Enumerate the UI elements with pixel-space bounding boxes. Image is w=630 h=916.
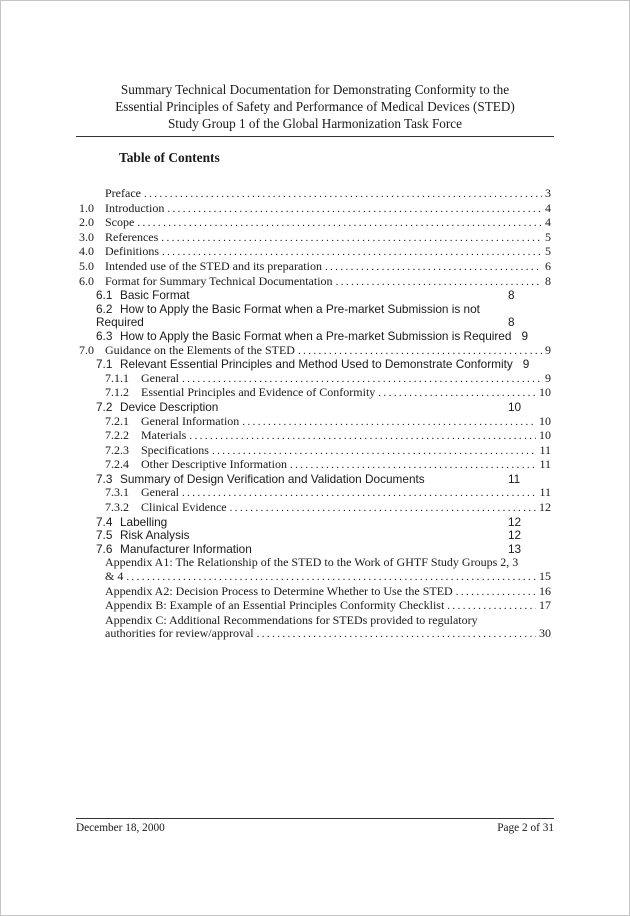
toc-entry	[79, 275, 551, 290]
toc-entry-title-continuation: & 4	[105, 569, 124, 584]
dot-leader	[456, 585, 536, 600]
toc-entry-page-number: 8	[508, 315, 515, 330]
toc-entry	[79, 231, 551, 246]
toc-entry	[79, 344, 551, 359]
toc-entry-number: 7.1	[96, 357, 113, 372]
toc-entry-number: 6.0	[79, 273, 94, 288]
toc-entry-title: General	[141, 485, 179, 500]
toc-entry-number: 7.1.1	[105, 370, 129, 385]
toc-entry-page-number: 15	[539, 569, 551, 584]
dot-leader	[144, 187, 542, 202]
dot-leader	[378, 386, 536, 401]
toc-entry-number: 7.2.2	[105, 428, 129, 443]
toc-entry-page-number: 10	[539, 428, 551, 443]
toc-entry-page-number: 17	[539, 598, 551, 613]
toc-entry-page-number: 8	[545, 273, 551, 288]
toc-entry	[79, 372, 551, 387]
toc-entry-page-number: 9	[522, 357, 530, 372]
toc-entry-page-number: 9	[545, 342, 551, 357]
toc-entry	[79, 358, 551, 372]
toc-entry	[79, 330, 551, 344]
dot-leader	[298, 344, 542, 359]
toc-entry	[79, 260, 551, 275]
toc-entry-page-number: 9	[545, 370, 551, 385]
dot-leader	[447, 599, 536, 614]
toc-entry-title: Manufacturer Information	[120, 541, 252, 556]
toc-list	[79, 187, 551, 642]
footer-page-label: Page 2 of 31	[497, 822, 554, 834]
toc-entry-title: Essential Principles and Evidence of Conformity	[141, 385, 376, 400]
dot-leader	[242, 415, 536, 430]
toc-entry-title: Scope	[105, 215, 135, 230]
dot-leader	[189, 429, 536, 444]
dot-leader	[182, 486, 536, 501]
toc-entry-page-number: 11	[539, 485, 551, 500]
dot-leader	[167, 202, 542, 217]
dot-leader	[162, 245, 542, 260]
toc-entry-title: Definitions	[105, 244, 159, 259]
toc-entry-page-number: 9	[521, 328, 528, 343]
toc-entry-page-number: 6	[545, 258, 551, 273]
toc-heading: Table of Contents	[119, 150, 220, 165]
toc-entry-number: 7.0	[79, 342, 94, 357]
toc-entry	[79, 289, 551, 303]
toc-entry	[79, 585, 551, 600]
toc-entry-number: 5.0	[79, 258, 94, 273]
toc-entry-number: 7.3.2	[105, 500, 129, 515]
toc-entry-page-number: 5	[545, 229, 551, 244]
dot-leader	[126, 570, 536, 585]
dot-leader	[161, 231, 542, 246]
toc-entry-number: 3.0	[79, 229, 94, 244]
toc-entry-page-number: 10	[539, 413, 551, 428]
toc-entry-page-number: 3	[545, 186, 551, 200]
toc-entry-title: References	[105, 229, 159, 244]
toc-entry-number: 4.0	[79, 244, 94, 259]
toc-entry-title: Appendix A2: Decision Process to Determine Whether to Use the STED	[105, 583, 453, 598]
toc-entry-page-number: 4	[545, 200, 551, 215]
document-content	[1, 1, 629, 642]
toc-entry-number: 7.3.1	[105, 485, 129, 500]
toc-entry-title: Appendix B: Example of an Essential Principles Conformity Checklist	[105, 598, 445, 613]
toc-entry-number: 6.2	[96, 301, 113, 316]
dot-leader	[137, 216, 542, 231]
toc-entry	[79, 187, 551, 202]
dot-leader	[230, 501, 536, 516]
dot-leader	[182, 372, 542, 387]
toc-entry-title: Other Descriptive Information	[141, 457, 287, 472]
toc-entry	[79, 429, 551, 444]
toc-entry-page-number: 12	[539, 500, 551, 515]
document-title-line-3: Study Group 1 of the Global Harmonization Task Force	[167, 116, 463, 131]
document-title-line-2: Essential Principles of Safety and Performance of Medical Devices (STED)	[115, 99, 515, 114]
toc-entry-title: Relevant Essential Principles and Method Used to Demonstrate Conformity	[120, 357, 513, 372]
dot-leader	[212, 444, 536, 459]
toc-entry-title: Guidance on the Elements of the STED	[105, 342, 295, 357]
toc-entry-title: Introduction	[105, 200, 165, 215]
dot-leader	[257, 627, 536, 642]
toc-entry	[79, 444, 551, 459]
toc-entry-page-number: 16	[539, 583, 551, 598]
toc-entry-number: 7.2.1	[105, 413, 129, 428]
toc-entry-number: 7.3	[96, 471, 113, 486]
toc-entry-number: 2.0	[79, 215, 94, 230]
document-header	[76, 81, 554, 137]
toc-entry-number: 1.0	[79, 200, 94, 215]
toc-entry	[79, 415, 551, 430]
toc-entry	[79, 401, 551, 415]
toc-entry-title: Appendix A1: The Relationship of the STED to the Work of GHTF Study Groups 2, 3	[105, 555, 519, 570]
toc-entry	[79, 501, 551, 516]
toc-entry-page-number: 8	[508, 288, 515, 303]
toc-entry	[79, 486, 551, 501]
toc-entry-title-continuation: Required	[96, 315, 144, 330]
toc-entry-title: Preface	[105, 186, 141, 200]
footer-date: December 18, 2000	[76, 822, 165, 834]
document-title-line-1: Summary Technical Documentation for Demonstrating Conformity to the	[120, 82, 510, 97]
toc-entry-page-number: 5	[545, 244, 551, 259]
toc-entry	[79, 599, 551, 614]
toc-entry-page-number: 30	[539, 626, 551, 641]
dot-leader	[336, 275, 542, 290]
toc-entry-number: 7.1.2	[105, 385, 129, 400]
toc-entry-page-number: 10	[539, 385, 551, 400]
toc-entry-title: Intended use of the STED and its preparation	[105, 258, 322, 273]
toc-entry	[79, 529, 551, 543]
toc-entry	[79, 245, 551, 260]
toc-entry-title: Basic Format	[120, 288, 190, 303]
toc-entry-page-number: 13	[508, 541, 522, 556]
toc-entry	[79, 216, 551, 231]
toc-entry-title: Labelling	[120, 514, 168, 529]
toc-entry-title: How to Apply the Basic Format when a Pre-market Submission is Required	[120, 328, 512, 343]
toc-entry	[79, 386, 551, 401]
toc-entry-title: Clinical Evidence	[141, 500, 227, 515]
toc-entry-number: 7.6	[96, 541, 113, 556]
toc-entry-title: Materials	[141, 428, 187, 443]
toc-entry-page-number: 12	[508, 514, 522, 529]
toc-entry	[79, 516, 551, 530]
toc-entry-number: 7.2.4	[105, 457, 129, 472]
toc-entry-number: 7.2.3	[105, 442, 129, 457]
toc-entry	[79, 543, 551, 557]
toc-entry-page-number: 11	[539, 457, 551, 472]
dot-leader	[290, 458, 536, 473]
toc-entry-number: 6.1	[96, 288, 113, 303]
toc-entry-page-number: 11	[539, 442, 551, 457]
toc-entry	[79, 614, 551, 642]
toc-entry	[79, 303, 551, 330]
toc-entry	[79, 202, 551, 217]
toc-entry-number: 7.5	[96, 528, 113, 543]
toc-entry-title: Risk Analysis	[120, 528, 190, 543]
page-footer	[76, 818, 554, 834]
toc-entry-number: 6.3	[96, 328, 113, 343]
toc-entry-title: Summary of Design Verification and Validation Documents	[120, 471, 425, 486]
toc-entry-number: 7.4	[96, 514, 113, 529]
toc-entry-page-number: 12	[508, 528, 522, 543]
toc-entry-page-number: 10	[508, 399, 522, 414]
toc-entry-title: Appendix C: Additional Recommendations for STEDs provided to regulatory	[105, 612, 478, 627]
toc-entry-title: Device Description	[120, 399, 219, 414]
toc-entry-page-number: 4	[545, 215, 551, 230]
dot-leader	[325, 260, 542, 275]
toc-entry	[79, 458, 551, 473]
toc-entry-number: 7.2	[96, 399, 113, 414]
toc-entry-title: General	[141, 370, 179, 385]
toc-entry-title: Specifications	[141, 442, 209, 457]
toc-entry-page-number: 11	[508, 471, 521, 486]
toc-entry-title-continuation: authorities for review/approval	[105, 626, 254, 641]
toc-entry-title: Format for Summary Technical Documentation	[105, 273, 333, 288]
toc-entry	[79, 556, 551, 584]
toc-entry-title: General Information	[141, 413, 240, 428]
toc-entry-title: How to Apply the Basic Format when a Pre-market Submission is not	[120, 301, 480, 316]
toc-entry	[79, 473, 551, 487]
